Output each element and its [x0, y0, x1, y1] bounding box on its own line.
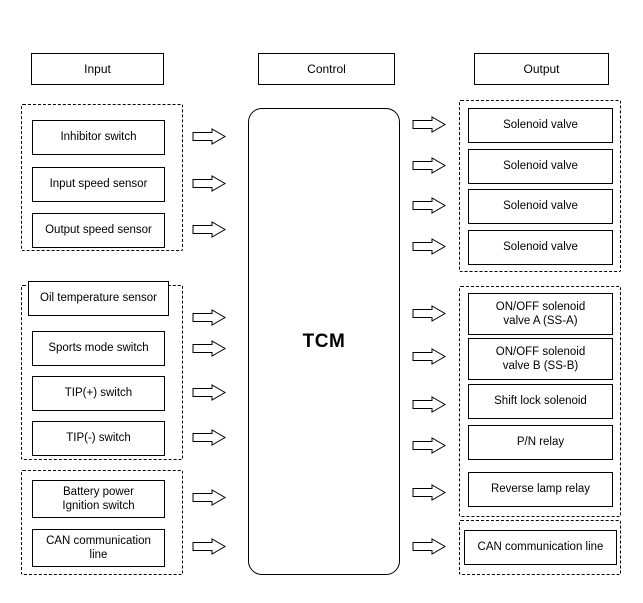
output-item-1-3-label: Solenoid valve [503, 200, 578, 213]
input-item-1-2-label: Input speed sensor [49, 178, 148, 191]
output-item-2-1-label: ON/OFF solenoid valve A (SS-A) [495, 300, 586, 327]
output-arrow-7 [412, 396, 446, 413]
input-arrow-6 [192, 384, 226, 401]
output-arrow-10 [412, 538, 446, 555]
input-item-1-3-label: Output speed sensor [45, 224, 152, 237]
output-item-1-1 [468, 108, 613, 143]
header-box-3 [474, 53, 609, 85]
input-arrow-3 [192, 221, 226, 238]
header-box-1-label: Input [84, 61, 111, 76]
output-item-1-2 [468, 149, 613, 184]
output-arrow-3 [412, 197, 446, 214]
input-item-3-1 [32, 480, 165, 518]
input-item-2-1 [28, 281, 169, 316]
output-item-3-1 [464, 530, 617, 565]
input-item-3-2 [32, 529, 165, 567]
input-arrow-1 [192, 128, 226, 145]
input-arrow-5 [192, 340, 226, 357]
input-item-2-2 [32, 331, 165, 366]
header-box-2-label: Control [307, 61, 346, 76]
input-item-2-4-label: TIP(-) switch [66, 432, 131, 445]
input-arrow-8 [192, 489, 226, 506]
output-item-2-5 [468, 472, 613, 507]
output-arrow-5 [412, 305, 446, 322]
header-box-1 [31, 53, 164, 85]
input-item-2-4 [32, 421, 165, 456]
input-item-2-3 [32, 376, 165, 411]
output-arrow-9 [412, 484, 446, 501]
output-item-2-1 [468, 293, 613, 335]
tcm-label: TCM [302, 330, 346, 352]
input-arrow-2 [192, 175, 226, 192]
input-item-3-1-label: Battery power Ignition switch [62, 485, 135, 512]
input-item-2-3-label: TIP(+) switch [64, 387, 133, 400]
output-item-3-1-label: CAN communication line [477, 541, 604, 554]
output-item-1-4-label: Solenoid valve [503, 241, 578, 254]
header-box-3-label: Output [523, 61, 560, 76]
input-item-1-1 [32, 120, 165, 155]
output-item-2-2 [468, 338, 613, 380]
output-arrow-2 [412, 157, 446, 174]
input-item-2-1-label: Oil temperature sensor [40, 292, 157, 305]
input-item-1-1-label: Inhibitor switch [60, 131, 137, 144]
header-box-2 [258, 53, 395, 85]
output-arrow-6 [412, 348, 446, 365]
input-arrow-7 [192, 429, 226, 446]
output-item-2-3 [468, 384, 613, 419]
input-item-1-2 [32, 167, 165, 202]
tcm-module [248, 108, 400, 575]
output-arrow-8 [412, 437, 446, 454]
output-item-1-4 [468, 230, 613, 265]
output-item-2-4 [468, 425, 613, 460]
output-item-2-2-label: ON/OFF solenoid valve B (SS-B) [495, 345, 586, 372]
output-item-1-1-label: Solenoid valve [503, 119, 578, 132]
input-arrow-4 [192, 309, 226, 326]
input-item-3-2-label: CAN communication line [46, 534, 151, 561]
output-arrow-4 [412, 238, 446, 255]
output-arrow-1 [412, 116, 446, 133]
input-item-2-2-label: Sports mode switch [48, 342, 149, 355]
output-item-1-3 [468, 189, 613, 224]
output-item-2-4-label: P/N relay [516, 436, 565, 449]
output-item-2-5-label: Reverse lamp relay [490, 483, 591, 496]
input-arrow-9 [192, 538, 226, 555]
input-item-1-3 [32, 213, 165, 248]
output-item-1-2-label: Solenoid valve [503, 160, 578, 173]
output-item-2-3-label: Shift lock solenoid [494, 395, 587, 408]
